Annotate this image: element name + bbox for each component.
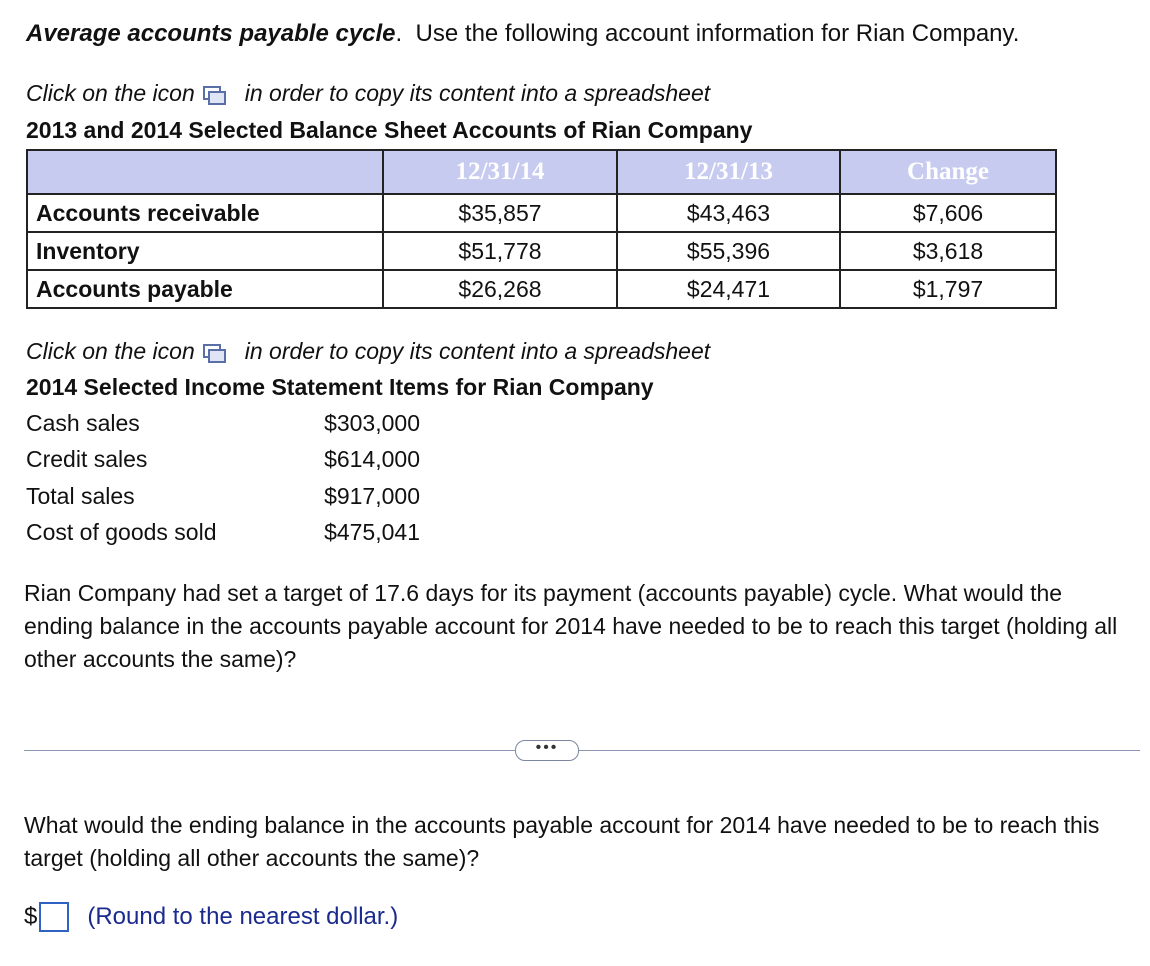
item-value: $917,000 [324, 483, 420, 509]
balance-sheet-table [26, 149, 1057, 309]
item-label: Total sales [26, 483, 135, 509]
copy-hint-income-statement [26, 338, 710, 365]
cell-2013: $55,396 [617, 232, 840, 270]
currency-symbol: $ [24, 903, 38, 930]
list-item [26, 410, 420, 437]
problem-intro [26, 20, 1019, 48]
cell-2013: $43,463 [617, 194, 840, 232]
copy-hint-after: in order to copy its content into a spreadsheet [244, 338, 711, 364]
table-row [27, 194, 1056, 232]
income-statement-title: 2014 Selected Income Statement Items for Rian Company [26, 374, 654, 400]
item-value: $614,000 [324, 446, 420, 472]
cell-2014: $51,778 [383, 232, 617, 270]
cell-change: $1,797 [840, 270, 1056, 308]
header-blank [27, 150, 383, 194]
copy-hint-before: Click on the icon [26, 338, 195, 364]
problem-title: Average accounts payable cycle [26, 20, 396, 47]
cell-2013: $24,471 [617, 270, 840, 308]
copy-to-spreadsheet-icon[interactable] [203, 342, 229, 362]
cell-2014: $35,857 [383, 194, 617, 232]
copy-hint-after: in order to copy its content into a spreadsheet [244, 80, 711, 106]
item-label: Cost of goods sold [26, 519, 217, 545]
answer-row [24, 902, 398, 942]
item-value: $303,000 [324, 410, 420, 436]
list-item [26, 446, 420, 473]
row-label: Accounts payable [27, 270, 383, 308]
copy-hint-balance-sheet [26, 80, 710, 107]
header-change: Change [840, 150, 1056, 194]
item-label: Credit sales [26, 446, 148, 472]
copy-hint-before: Click on the icon [26, 80, 195, 106]
item-value: $475,041 [324, 519, 420, 545]
table-row [27, 270, 1056, 308]
cell-change: $3,618 [840, 232, 1056, 270]
cell-change: $7,606 [840, 194, 1056, 232]
header-2014: 12/31/14 [383, 150, 617, 194]
list-item [26, 483, 420, 510]
list-item [26, 519, 420, 546]
sub-question-text: What would the ending balance in the accounts payable account for 2014 have needed to be to reach this target (holding all other accounts the same)? [24, 812, 1100, 871]
item-label: Cash sales [26, 410, 140, 436]
question-text: Rian Company had set a target of 17.6 days for its payment (accounts payable) cycle. What would the ending balance in the accounts payable account for 2014 have needed to be to reach this target (holding all other accounts the same)? [24, 580, 1118, 672]
problem-intro-text: Use the following account information for Rian Company. [415, 20, 1020, 47]
row-label: Inventory [27, 232, 383, 270]
table-row [27, 232, 1056, 270]
table-header-row [27, 150, 1056, 194]
section-divider [24, 750, 1140, 751]
more-options-button[interactable]: ••• [515, 740, 579, 761]
problem-title-punct: . [395, 20, 403, 47]
cell-2014: $26,268 [383, 270, 617, 308]
copy-to-spreadsheet-icon[interactable] [203, 84, 229, 104]
balance-sheet-title: 2013 and 2014 Selected Balance Sheet Accounts of Rian Company [26, 117, 753, 143]
header-2013: 12/31/13 [617, 150, 840, 194]
rounding-hint: (Round to the nearest dollar.) [87, 903, 399, 930]
row-label: Accounts receivable [27, 194, 383, 232]
answer-input[interactable] [39, 902, 69, 932]
